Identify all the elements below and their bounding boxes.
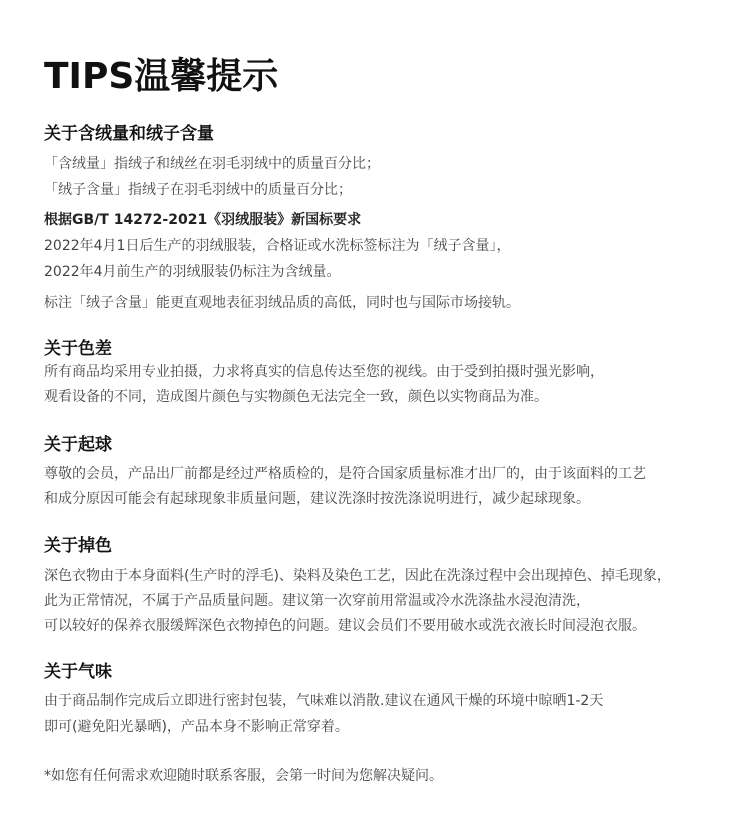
page-title: TIPS温馨提示: [44, 56, 279, 97]
fading-line-3: 可以较好的保养衣服缓辉深色衣物掉色的问题。建议会员们不要用破水或洗衣液长时间浸泡衣服。: [44, 618, 646, 634]
section-heading-pilling: 关于起球: [44, 435, 112, 455]
pilling-line-2: 和成分原因可能会有起球现象非质量问题，建议洗涤时按洗涤说明进行，减少起球现象。: [44, 491, 590, 507]
fading-line-2: 此为正常情况，不属于产品质量问题。建议第一次穿前用常温或冷水洗涤盐水浸泡清洗，: [44, 593, 590, 609]
section-heading-color-diff: 关于色差: [44, 339, 112, 359]
color-diff-line-2: 观看设备的不同，造成图片颜色与实物颜色无法完全一致，颜色以实物商品为准。: [44, 389, 548, 405]
down-line-6: 标注「绒子含量」能更直观地表征羽绒品质的高低，同时也与国际市场接轨。: [44, 295, 520, 311]
down-line-4: 2022年4月1日后生产的羽绒服装，合格证或水洗标签标注为「绒子含量」，: [44, 238, 511, 254]
down-line-5: 2022年4月前生产的羽绒服装仍标注为含绒量。: [44, 264, 341, 280]
footer-note: *如您有任何需求欢迎随时联系客服，会第一时间为您解决疑问。: [44, 768, 443, 784]
odor-line-1: 由于商品制作完成后立即进行密封包装，气味难以消散.建议在通风干燥的环境中晾晒1-2天: [44, 693, 604, 709]
down-line-1: 「含绒量」指绒子和绒丝在羽毛羽绒中的质量百分比；: [44, 156, 380, 172]
section-heading-fading: 关于掉色: [44, 536, 112, 556]
odor-line-2: 即可(避免阳光暴晒)，产品本身不影响正常穿着。: [44, 719, 349, 735]
section-heading-down: 关于含绒量和绒子含量: [44, 124, 214, 144]
pilling-line-1: 尊敬的会员，产品出厂前都是经过严格质检的，是符合国家质量标准才出厂的，由于该面料的工艺: [44, 466, 646, 482]
section-heading-odor: 关于气味: [44, 662, 112, 682]
color-diff-line-1: 所有商品均采用专业拍摄，力求将真实的信息传达至您的视线。由于受到拍摄时强光影响，: [44, 364, 604, 380]
down-line-standard: 根据GB/T 14272-2021《羽绒服装》新国标要求: [44, 212, 362, 228]
fading-line-1: 深色衣物由于本身面料(生产时的浮毛)、染料及染色工艺，因此在洗涤过程中会出现掉色、掉毛现象，: [44, 568, 671, 584]
down-line-2: 「绒子含量」指绒子在羽毛羽绒中的质量百分比；: [44, 182, 352, 198]
